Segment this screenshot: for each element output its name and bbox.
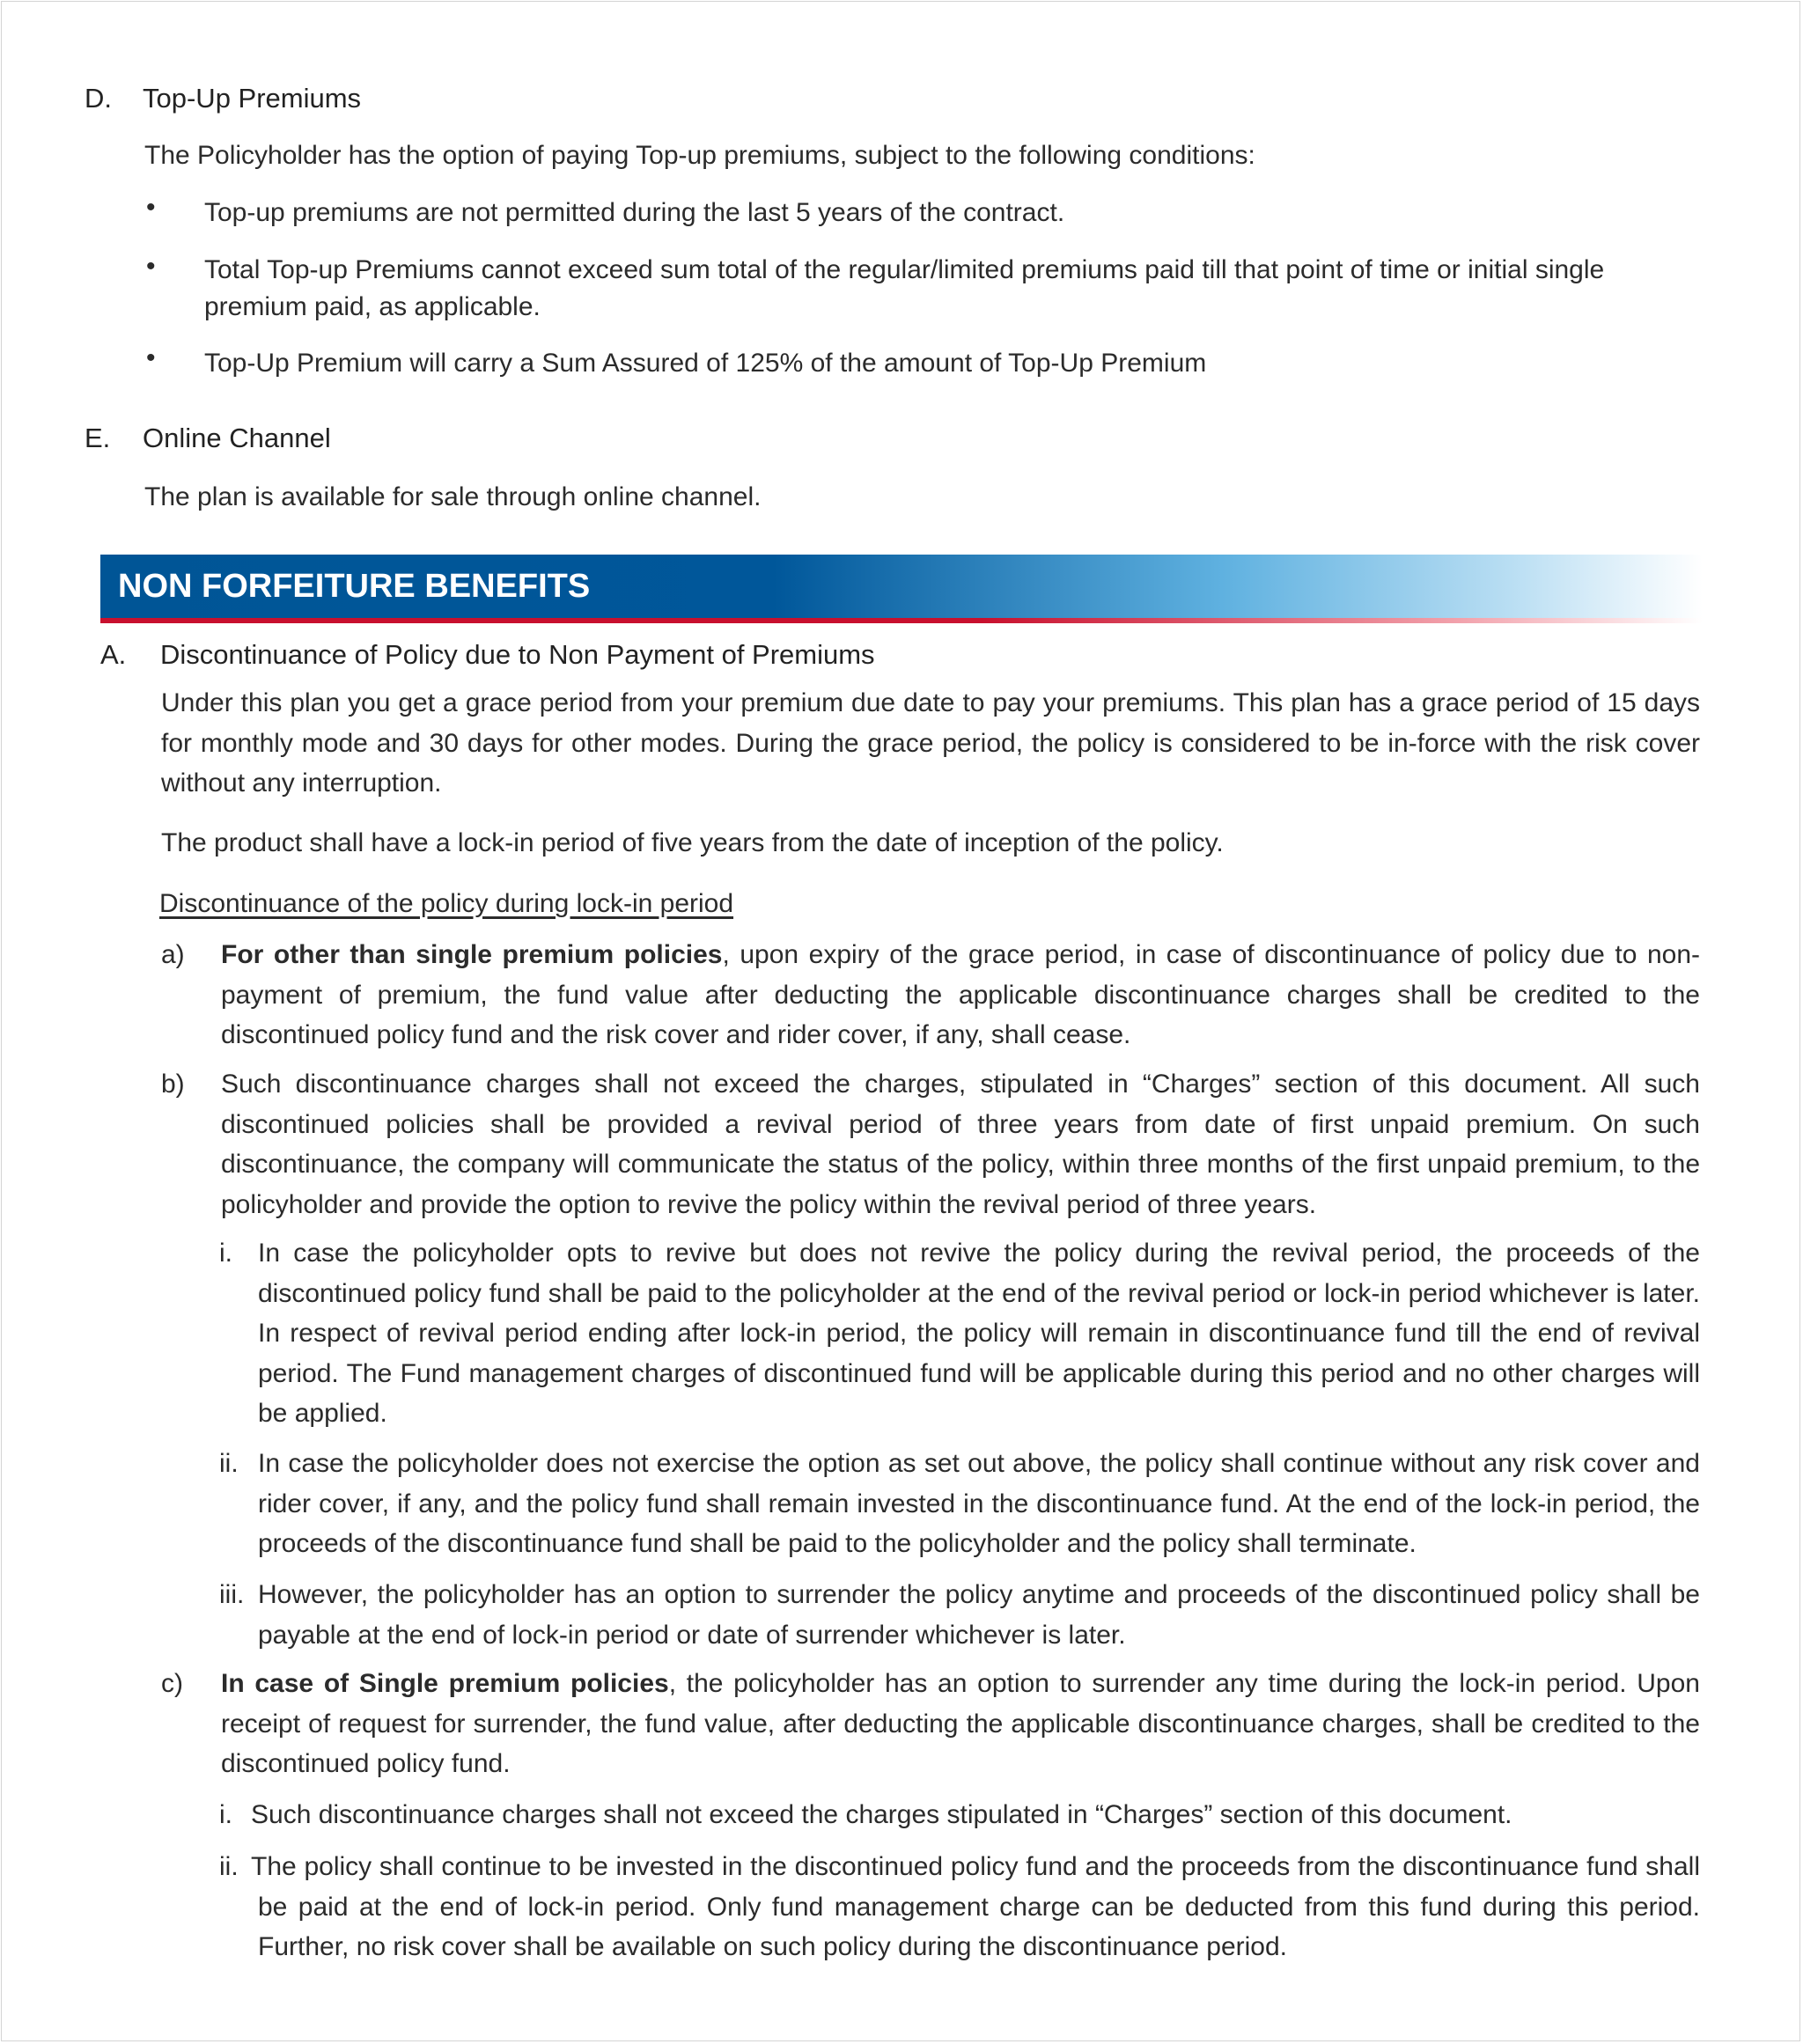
item-a-bold: For other than single premium policies (221, 940, 723, 969)
section-a-letter: A. (100, 639, 127, 670)
item-b-label: b) (161, 1070, 185, 1099)
item-c-bold: In case of Single premium policies (221, 1669, 669, 1698)
item-b-sub-i-text: In case the policyholder opts to revive but does not revive the policy during the revival period, the proceeds of the discontinued policy fund shall be paid to the policyholder at the end of the revival period or lock-in period whichever is later. In respect of revival period ending after lock-in period, the policy will remain in discontinuance fund till the end of revival period. The Fund management charges of discontinued fund will be applicable during this period and no other charges will be applied. (258, 1239, 1700, 1428)
item-c-label: c) (161, 1669, 183, 1698)
section-e-text: The plan is available for sale through online channel. (144, 482, 762, 511)
item-b-sub-iii-label: iii. (219, 1580, 245, 1609)
item-b-sub-i-label: i. (219, 1239, 232, 1268)
section-d-title: Top-Up Premiums (143, 83, 362, 114)
item-c-text (221, 1664, 1700, 1784)
bullet-item-3: Top-Up Premium will carry a Sum Assured of 125% of the amount of Top-Up Premium (204, 349, 1207, 378)
section-a-paragraph-1: Under this plan you get a grace period from your premium due date to pay your premiums. This plan has a grace period of 15 days for monthly mode and 30 days for other modes. During the grace period, the policy is considered to be in-force with the risk cover without any interruption. (161, 688, 1700, 798)
section-a-paragraph-2: The product shall have a lock-in period of five years from the date of inception of the policy. (161, 828, 1224, 857)
bullet-symbol: • (146, 343, 156, 372)
banner-accent-line (100, 618, 1703, 623)
bullet-item-1: Top-up premiums are not permitted during the last 5 years of the contract. (204, 198, 1065, 227)
item-c-sub-i-label: i. (219, 1800, 232, 1829)
item-c-sub-i-text: Such discontinuance charges shall not exceed the charges stipulated in “Charges” section of this document. (251, 1800, 1512, 1829)
item-a-label: a) (161, 940, 185, 969)
subheading-lock-in: Discontinuance of the policy during lock-in period (159, 889, 734, 918)
item-a-text (221, 935, 1700, 1055)
banner-title: NON FORFEITURE BENEFITS (118, 568, 591, 605)
bullet-symbol: • (146, 193, 156, 222)
section-e-letter: E. (85, 423, 111, 453)
item-b-text: Such discontinuance charges shall not exceed the charges, stipulated in “Charges” section of this document. All such discontinued policies shall be provided a revival period of three years from date of first unpaid premium. On such discontinuance, the company will communicate the status of the policy, within three months of the first unpaid premium, to the policyholder and provide the option to revive the policy within the revival period of three years. (221, 1070, 1700, 1219)
item-b-sub-iii-text: However, the policyholder has an option to surrender the policy anytime and proceeds of the discontinued policy shall be payable at the end of lock-in period or date of surrender whichever is later. (258, 1580, 1700, 1650)
bullet-item-2: Total Top-up Premiums cannot exceed sum total of the regular/limited premiums paid till that point of time or initial single premium paid, as applicable. (204, 255, 1605, 321)
item-b-sub-ii-label: ii. (219, 1449, 239, 1478)
section-d-intro: The Policyholder has the option of paying Top-up premiums, subject to the following conditions: (144, 141, 1255, 170)
item-c-sub-ii-label: ii. (219, 1852, 239, 1881)
section-d-letter: D. (85, 83, 112, 114)
section-a-title: Discontinuance of Policy due to Non Payment of Premiums (160, 639, 875, 670)
item-a-body: , upon expiry of the grace period, in case of discontinuance of policy due to non-payment of premium, the fund value after deducting the applicable discontinuance charges shall be credited to the discontinued policy fund and the risk cover and rider cover, if any, shall cease. (221, 940, 1700, 1049)
item-c-body: , the policyholder has an option to surrender any time during the lock-in period. Upon receipt of request for surrender, the fund value, after deducting the applicable discontinuance charges, shall be credited to the discontinued policy fund. (221, 1669, 1700, 1778)
bullet-symbol: • (146, 252, 156, 281)
item-c-sub-ii-text: The policy shall continue to be invested in the discontinued policy fund and the proceeds from the discontinuance fund shall be paid at the end of lock-in period. Only fund management charge can be deducted from this fund during this period. Further, no risk cover shall be available on such policy during the discontinuance period. (251, 1852, 1700, 1961)
section-e-title: Online Channel (143, 423, 331, 453)
item-b-sub-ii-text: In case the policyholder does not exercise the option as set out above, the policy shall continue without any risk cover and rider cover, if any, and the policy fund shall remain invested in the discontinuance fund. At the end of the lock-in period, the proceeds of the discontinuance fund shall be paid to the policyholder and the policy shall terminate. (258, 1449, 1700, 1558)
